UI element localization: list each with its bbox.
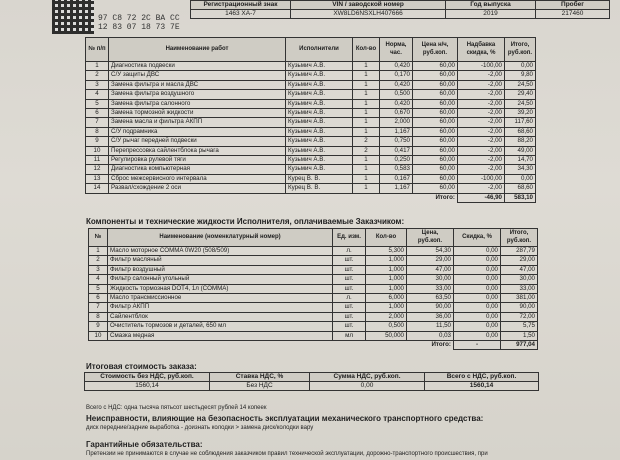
summary-table: [84, 372, 539, 391]
parts-table: [88, 228, 538, 350]
warranty-text: Претензии не принимаются в случае не соблюдения заказчиком правил технической эксплуатации, дорожно-транспортного происшествия, при: [86, 451, 488, 457]
table-cell: 0,420: [380, 62, 413, 71]
works-header: Итого, руб.коп.: [505, 38, 536, 62]
vat-amount-words: Всего с НДС: одна тысяча пятьсот шестьдесят рублей 14 копеек: [86, 405, 267, 411]
table-cell: 68,60: [505, 184, 536, 193]
summary-title: Итоговая стоимость заказа:: [86, 362, 197, 371]
table-cell: 68,60: [505, 127, 536, 136]
table-cell: -2,00: [458, 137, 505, 146]
table-cell: 6: [86, 109, 109, 118]
table-cell: 1,50: [501, 331, 538, 340]
table-cell: 29,00: [407, 256, 454, 265]
qr-code-text: [98, 14, 180, 32]
table-cell: -2,00: [458, 109, 505, 118]
table-cell: 1: [353, 174, 380, 183]
summary-value: Без НДС: [210, 382, 310, 391]
table-cell: Кузьмич А.В.: [286, 165, 353, 174]
table-cell: 5: [86, 99, 109, 108]
table-cell: 6,000: [366, 294, 407, 303]
table-cell: 10: [89, 331, 108, 340]
table-cell: Жидкость тормозная DOT4, 1л (COMMA): [108, 284, 333, 293]
table-cell: шт.: [333, 322, 366, 331]
table-cell: -2,00: [458, 127, 505, 136]
summary-value: 0,00: [310, 382, 425, 391]
table-cell: Масло моторное COMMA 0W20 (508/509): [108, 247, 333, 256]
table-row: [89, 331, 538, 340]
table-cell: 90,00: [407, 303, 454, 312]
table-cell: Кузьмич А.В.: [286, 71, 353, 80]
table-cell: 24,50: [505, 99, 536, 108]
table-cell: мл: [333, 331, 366, 340]
table-cell: 7: [89, 303, 108, 312]
works-total-discount: -46,90: [458, 193, 505, 202]
table-row: [86, 90, 536, 99]
vehicle-table: [190, 0, 610, 19]
table-cell: 36,00: [407, 312, 454, 321]
table-cell: 24,50: [505, 80, 536, 89]
table-cell: 1,000: [366, 265, 407, 274]
table-cell: Очиститель тормозов и деталей, 650 мл: [108, 322, 333, 331]
table-row: [89, 322, 538, 331]
table-cell: 0,00: [454, 294, 501, 303]
table-cell: 33,00: [407, 284, 454, 293]
table-cell: 60,00: [413, 156, 458, 165]
table-row: [89, 284, 538, 293]
table-cell: 0,583: [380, 165, 413, 174]
table-cell: -100,00: [458, 174, 505, 183]
table-row: [86, 156, 536, 165]
table-row: [86, 62, 536, 71]
table-cell: л.: [333, 294, 366, 303]
table-cell: С/У защиты ДВС: [109, 71, 286, 80]
table-cell: Замена фильтра и масла ДВС: [109, 80, 286, 89]
summary-header: Ставка НДС, %: [210, 373, 310, 382]
table-cell: 0,00: [454, 247, 501, 256]
table-cell: 60,00: [413, 118, 458, 127]
parts-header: Кол-во: [366, 229, 407, 247]
works-header: Кол-во: [353, 38, 380, 62]
table-cell: 60,00: [413, 174, 458, 183]
table-cell: С/У подрамника: [109, 127, 286, 136]
table-cell: Масло трансмиссионное: [108, 294, 333, 303]
table-row: [86, 99, 536, 108]
table-cell: Замена тормозной жидкости: [109, 109, 286, 118]
table-cell: -2,00: [458, 99, 505, 108]
table-cell: -2,00: [458, 156, 505, 165]
parts-header: Скидка, %: [454, 229, 501, 247]
table-cell: -2,00: [458, 118, 505, 127]
table-cell: 6: [89, 294, 108, 303]
table-row: [89, 312, 538, 321]
table-cell: 8: [86, 127, 109, 136]
table-cell: -2,00: [458, 184, 505, 193]
table-cell: 60,00: [413, 90, 458, 99]
summary-value: 1560,14: [425, 382, 539, 391]
table-cell: 8: [89, 312, 108, 321]
table-cell: 60,00: [413, 127, 458, 136]
parts-total-discount: -: [454, 341, 501, 350]
table-cell: 2,000: [366, 312, 407, 321]
table-cell: Развал/схождение 2 оси: [109, 184, 286, 193]
table-cell: 1: [353, 62, 380, 71]
table-cell: 1: [353, 90, 380, 99]
works-total-sum: 583,10: [505, 193, 536, 202]
table-cell: 1,000: [366, 284, 407, 293]
table-cell: 117,60: [505, 118, 536, 127]
table-row: [86, 165, 536, 174]
table-row: [89, 294, 538, 303]
table-cell: Курец В. В.: [286, 184, 353, 193]
table-row: [86, 80, 536, 89]
parts-body: [89, 247, 538, 341]
table-cell: 9: [86, 137, 109, 146]
table-cell: Кузьмич А.В.: [286, 99, 353, 108]
table-cell: Кузьмич А.В.: [286, 62, 353, 71]
table-cell: шт.: [333, 275, 366, 284]
parts-header: Итого, руб.коп.: [501, 229, 538, 247]
table-cell: 5,75: [501, 322, 538, 331]
table-cell: 13: [86, 174, 109, 183]
defects-text: диск передние/задние выработка - доизнать колодки > замена диск/колодки вару: [86, 425, 314, 431]
table-cell: 9,80: [505, 71, 536, 80]
table-cell: 7: [86, 118, 109, 127]
table-cell: шт.: [333, 284, 366, 293]
parts-header: Наименование (номенклатурный номер): [108, 229, 333, 247]
table-cell: шт.: [333, 303, 366, 312]
table-cell: С/У рычаг передней подвески: [109, 137, 286, 146]
table-cell: 1: [353, 118, 380, 127]
table-cell: 60,00: [413, 62, 458, 71]
table-row: [89, 247, 538, 256]
table-cell: Замена фильтра воздушного: [109, 90, 286, 99]
table-cell: 2: [353, 146, 380, 155]
table-cell: 0,00: [454, 284, 501, 293]
works-header: Норма, час.: [380, 38, 413, 62]
parts-header: №: [89, 229, 108, 247]
vehicle-value: 2019: [446, 10, 536, 19]
table-cell: 1: [353, 80, 380, 89]
table-cell: 10: [86, 146, 109, 155]
table-cell: 1: [89, 247, 108, 256]
table-row: [86, 118, 536, 127]
table-cell: 2,000: [380, 118, 413, 127]
table-cell: 14,70: [505, 156, 536, 165]
table-cell: 5: [89, 284, 108, 293]
table-row: [86, 137, 536, 146]
table-cell: 0,417: [380, 146, 413, 155]
table-cell: Курец В. В.: [286, 174, 353, 183]
table-cell: Замена фильтра салонного: [109, 99, 286, 108]
table-cell: 0,00: [454, 256, 501, 265]
vehicle-value: 1463 ХА-7: [191, 10, 291, 19]
works-total-label: Итого:: [435, 193, 455, 201]
table-cell: 0,750: [380, 137, 413, 146]
parts-section-title: Компоненты и технические жидкости Исполнителя, оплачиваемые Заказчиком:: [86, 217, 405, 226]
table-cell: 9: [89, 322, 108, 331]
vehicle-header: VIN / заводской номер: [291, 1, 446, 10]
table-row: [86, 146, 536, 155]
table-cell: Фильтр салонный угольный: [108, 275, 333, 284]
works-header: Надбавка скидка, %: [458, 38, 505, 62]
table-cell: 2: [353, 137, 380, 146]
table-cell: 0,420: [380, 99, 413, 108]
table-row: [86, 174, 536, 183]
table-cell: 30,00: [407, 275, 454, 284]
table-cell: Фильтр воздушный: [108, 265, 333, 274]
table-cell: шт.: [333, 256, 366, 265]
qr-code-line: 12 83 07 18 73 7E: [98, 23, 180, 32]
table-cell: 2: [86, 71, 109, 80]
table-cell: 49,00: [505, 146, 536, 155]
table-cell: Смазка медная: [108, 331, 333, 340]
table-cell: 30,00: [501, 275, 538, 284]
table-cell: 47,00: [407, 265, 454, 274]
table-cell: 60,00: [413, 109, 458, 118]
parts-header: Ед. изм.: [333, 229, 366, 247]
vehicle-header: Пробег: [536, 1, 610, 10]
table-cell: 1: [353, 109, 380, 118]
table-cell: 11,50: [407, 322, 454, 331]
table-cell: Кузьмич А.В.: [286, 90, 353, 99]
table-cell: 0,670: [380, 109, 413, 118]
table-cell: -2,00: [458, 80, 505, 89]
table-cell: 381,00: [501, 294, 538, 303]
table-cell: 0,00: [505, 174, 536, 183]
table-cell: 4: [89, 275, 108, 284]
table-cell: 1,167: [380, 127, 413, 136]
works-header: № п/п: [86, 38, 109, 62]
table-row: [86, 109, 536, 118]
table-cell: Диагностика компьютерная: [109, 165, 286, 174]
summary-value: 1560,14: [85, 382, 210, 391]
table-cell: 60,00: [413, 71, 458, 80]
table-cell: 12: [86, 165, 109, 174]
table-cell: 50,000: [366, 331, 407, 340]
parts-total-label: Итого:: [431, 341, 451, 349]
table-cell: 1: [353, 99, 380, 108]
table-cell: 1: [353, 184, 380, 193]
table-cell: 47,00: [501, 265, 538, 274]
table-cell: 33,00: [501, 284, 538, 293]
table-cell: 60,00: [413, 184, 458, 193]
table-cell: 60,00: [413, 80, 458, 89]
table-cell: 14: [86, 184, 109, 193]
table-row: [89, 265, 538, 274]
table-cell: Перепрессовка сайлентблока рычага: [109, 146, 286, 155]
table-row: [86, 184, 536, 193]
table-cell: 90,00: [501, 303, 538, 312]
table-cell: 3: [89, 265, 108, 274]
table-cell: 0,00: [454, 275, 501, 284]
table-cell: Кузьмич А.В.: [286, 127, 353, 136]
table-cell: 5,300: [366, 247, 407, 256]
table-cell: 11: [86, 156, 109, 165]
table-cell: Кузьмич А.В.: [286, 146, 353, 155]
table-cell: 1,000: [366, 256, 407, 265]
parts-header: Цена, руб.коп.: [407, 229, 454, 247]
table-cell: л.: [333, 247, 366, 256]
table-cell: 29,40: [505, 90, 536, 99]
table-cell: Фильтр АКПП: [108, 303, 333, 312]
table-cell: 88,20: [505, 137, 536, 146]
table-cell: 0,00: [454, 331, 501, 340]
table-cell: -2,00: [458, 90, 505, 99]
table-cell: -2,00: [458, 165, 505, 174]
works-table: [85, 37, 536, 203]
table-cell: 4: [86, 90, 109, 99]
qr-code-line: 97 C8 72 2C BA CC: [98, 14, 180, 23]
works-header: Цена н/ч, руб.коп.: [413, 38, 458, 62]
table-row: [86, 127, 536, 136]
works-body: [86, 62, 536, 194]
table-cell: 0,250: [380, 156, 413, 165]
warranty-title: Гарантийные обязательства:: [86, 440, 203, 449]
table-cell: 0,00: [454, 265, 501, 274]
vehicle-header: Год выпуска: [446, 1, 536, 10]
table-cell: шт.: [333, 265, 366, 274]
table-cell: 1,167: [380, 184, 413, 193]
works-header: Наименование работ: [109, 38, 286, 62]
table-cell: 2: [89, 256, 108, 265]
summary-header: Стоимость без НДС, руб.коп.: [85, 373, 210, 382]
vehicle-value: 217460: [536, 10, 610, 19]
table-cell: Замена масла и фильтра АКПП: [109, 118, 286, 127]
table-cell: 1: [353, 71, 380, 80]
table-cell: шт.: [333, 312, 366, 321]
parts-total-sum: 977,04: [501, 341, 538, 350]
table-row: [89, 275, 538, 284]
vehicle-header: Регистрационный знак: [191, 1, 291, 10]
table-cell: 0,170: [380, 71, 413, 80]
table-cell: -2,00: [458, 71, 505, 80]
table-row: [89, 303, 538, 312]
table-cell: Кузьмич А.В.: [286, 137, 353, 146]
table-cell: 60,00: [413, 137, 458, 146]
table-cell: 34,30: [505, 165, 536, 174]
table-cell: Кузьмич А.В.: [286, 118, 353, 127]
table-cell: Кузьмич А.В.: [286, 80, 353, 89]
table-cell: Кузьмич А.В.: [286, 109, 353, 118]
table-cell: 1,000: [366, 275, 407, 284]
table-cell: Сайлентблок: [108, 312, 333, 321]
defects-title: Неисправности, влияющие на безопасность эксплуатации механического транспортного средства:: [86, 414, 484, 423]
table-cell: Фильтр масляный: [108, 256, 333, 265]
table-cell: 60,00: [413, 99, 458, 108]
table-row: [86, 71, 536, 80]
table-cell: 54,30: [407, 247, 454, 256]
table-cell: 63,50: [407, 294, 454, 303]
table-cell: 287,79: [501, 247, 538, 256]
vehicle-value: XW8LD6NSXLH407666: [291, 10, 446, 19]
table-cell: 3: [86, 80, 109, 89]
table-cell: 0,00: [454, 322, 501, 331]
table-cell: Регулировка рулевой тяги: [109, 156, 286, 165]
table-cell: 0,00: [454, 303, 501, 312]
table-cell: 1,000: [366, 303, 407, 312]
table-cell: 60,00: [413, 165, 458, 174]
table-cell: 29,00: [501, 256, 538, 265]
table-cell: Кузьмич А.В.: [286, 156, 353, 165]
table-cell: 0,00: [454, 312, 501, 321]
table-cell: Диагностика подвески: [109, 62, 286, 71]
table-cell: 0,500: [366, 322, 407, 331]
table-cell: 0,00: [505, 62, 536, 71]
table-cell: 0,500: [380, 90, 413, 99]
table-cell: 0,167: [380, 174, 413, 183]
table-cell: 1: [353, 127, 380, 136]
table-cell: 60,00: [413, 146, 458, 155]
table-row: [89, 256, 538, 265]
table-cell: 0,03: [407, 331, 454, 340]
table-cell: -2,00: [458, 146, 505, 155]
table-cell: 1: [353, 156, 380, 165]
table-cell: 1: [353, 165, 380, 174]
table-cell: 0,420: [380, 80, 413, 89]
table-cell: 72,00: [501, 312, 538, 321]
summary-header: Всего с НДС, руб.коп.: [425, 373, 539, 382]
works-header: Исполнители: [286, 38, 353, 62]
summary-header: Сумма НДС, руб.коп.: [310, 373, 425, 382]
table-cell: 39,20: [505, 109, 536, 118]
qr-code-image: [52, 0, 94, 34]
table-cell: 1: [86, 62, 109, 71]
table-cell: -100,00: [458, 62, 505, 71]
table-cell: Сброс межсервисного интервала: [109, 174, 286, 183]
